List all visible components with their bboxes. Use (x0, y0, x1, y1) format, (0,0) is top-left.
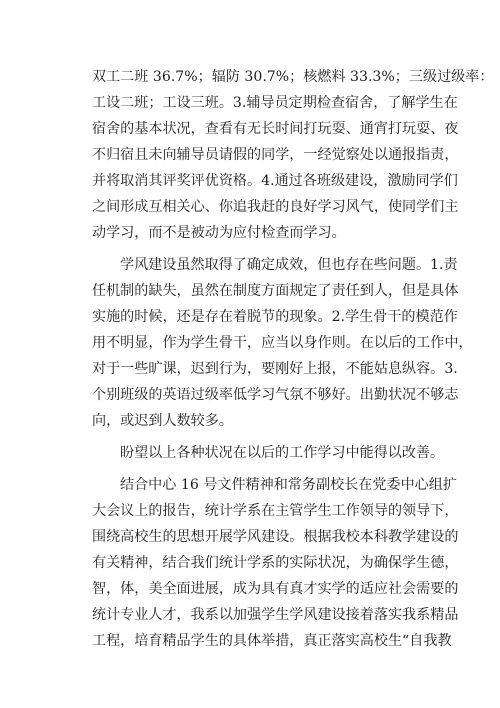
paragraph-1 (92, 64, 494, 246)
text-line: 宿舍的基本状况，查看有无长时间打玩耍、通宵打玩耍、夜 (92, 121, 459, 137)
text-line: 个别班级的英语过级率低学习气氛不够好。出勤状况不够志 (92, 387, 459, 403)
paragraph-3 (92, 440, 445, 466)
text-line: 用不明显，作为学生骨干，应当以身作则。在以后的工作中， (92, 335, 473, 351)
text-line: 动学习，而不是被动为应付检查而学习。 (92, 225, 346, 241)
paragraph-2 (92, 252, 473, 434)
document-body (92, 64, 494, 660)
text-line: 之间形成互相关心、你追我赶的良好学习风气，使同学们主 (92, 199, 459, 215)
text-line: 双工二班 36.7%；辐防 30.7%；核燃料 33.3%；三级过级率： (92, 69, 494, 85)
text-line: 结合中心 16 号文件精神和常务副校长在党委中心组扩 (120, 477, 457, 493)
text-line: 并将取消其评奖评优资格。4.通过各班级建设，激励同学们 (92, 173, 458, 189)
text-line: 大会议上的报告，统计学系在主管学生工作领导的领导下， (92, 503, 459, 519)
text-line: 智，体，美全面进展，成为具有真才实学的适应社会需要的 (92, 581, 459, 597)
text-line: 工设二班；工设三班。3.辅导员定期检查宿舍，了解学生在 (92, 95, 458, 111)
text-line: 不归宿且未向辅导员请假的同学，一经觉察处以通报指责， (92, 147, 459, 163)
text-line: 学风建设虽然取得了确定成效，但也存在些问题。1.责 (120, 257, 458, 273)
text-line: 有关精神，结合我们统计学系的实际状况，为确保学生德， (92, 555, 459, 571)
text-line: 统计专业人才，我系以加强学生学风建设接着落实我系精品 (92, 607, 459, 623)
text-line: 对于一些旷课，迟到行为，要刚好上报，不能姑息纵容。3. (92, 361, 458, 377)
paragraph-4 (92, 472, 459, 654)
text-line: 向，或迟到人数较多。 (92, 413, 233, 429)
text-line: 围绕高校生的思想开展学风建设。根据我校本科教学建设的 (92, 529, 459, 545)
text-line: 任机制的缺失，虽然在制度方面规定了责任到人，但是具体 (92, 283, 459, 299)
text-line: 工程，培育精品学生的具体举措，真正落实高校生“自我教 (92, 633, 452, 649)
text-line: 实施的时候，还是存在着脱节的现象。2.学生骨干的模范作 (92, 309, 458, 325)
text-line: 盼望以上各种状况在以后的工作学习中能得以改善。 (120, 445, 445, 461)
